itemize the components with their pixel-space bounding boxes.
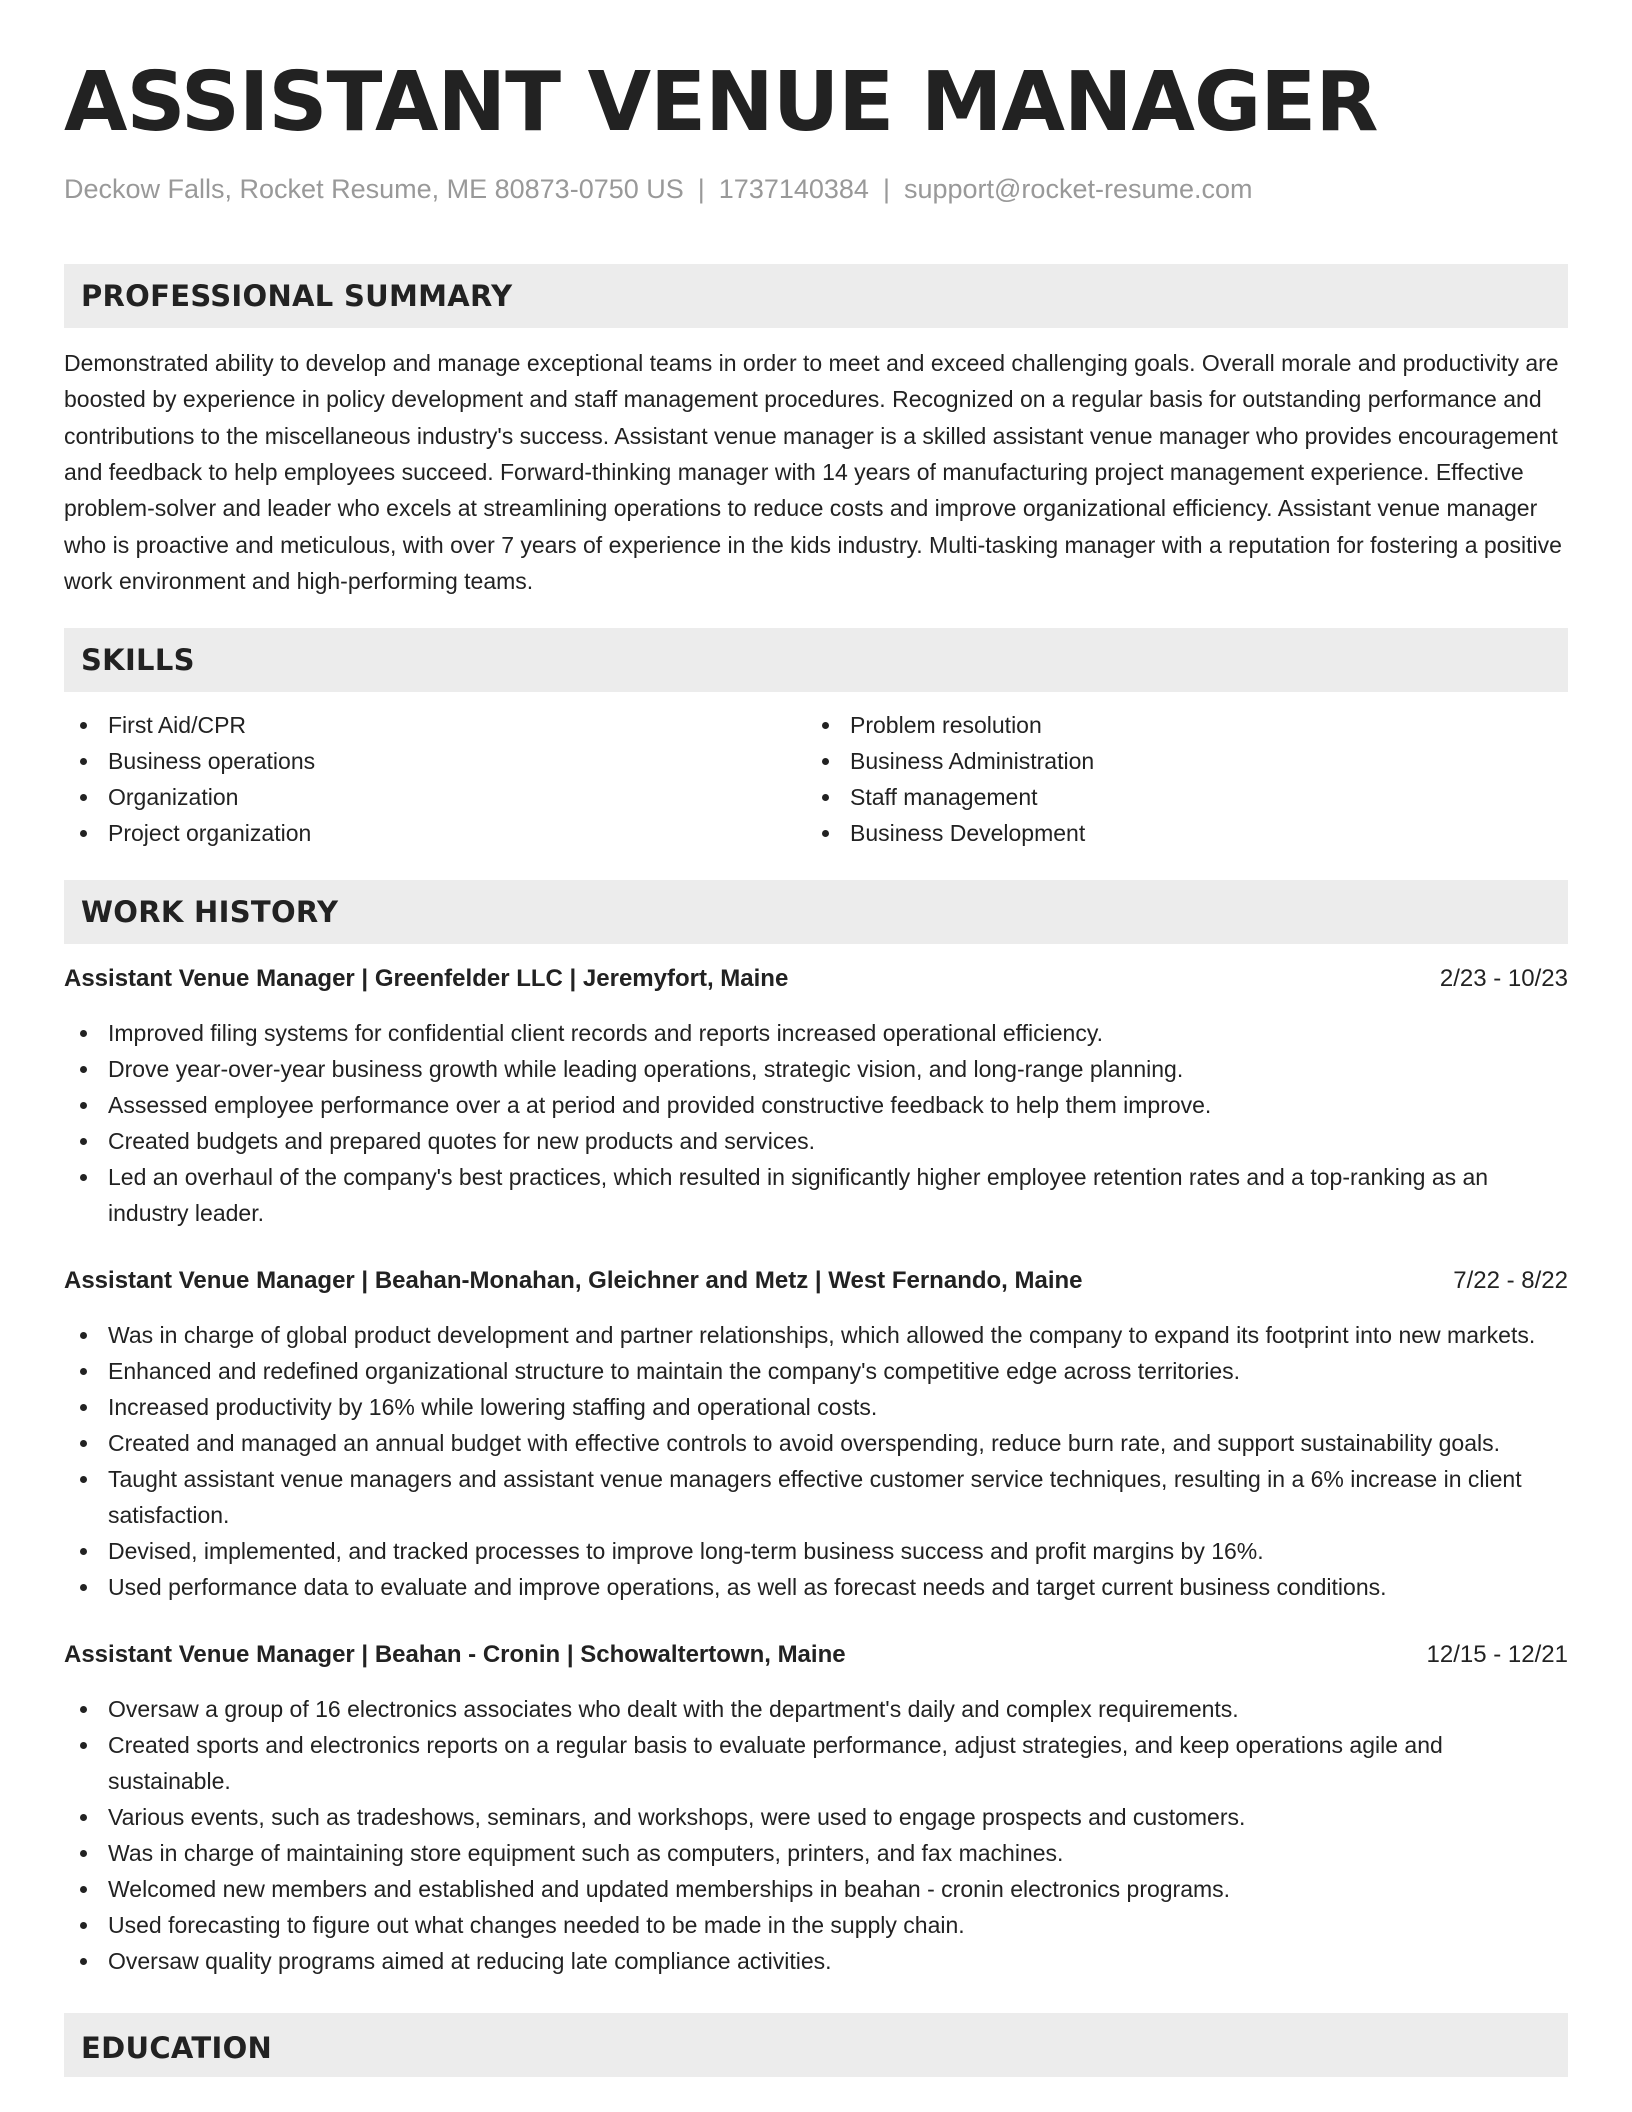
job-dates: 2/23 - 10/23: [1439, 965, 1568, 993]
skills-heading: SKILLS: [64, 628, 1568, 692]
job-entry: [64, 1637, 1568, 1979]
education-heading: EDUCATION: [64, 2013, 1568, 2077]
work-history-heading: WORK HISTORY: [64, 880, 1568, 944]
job-bullet: Used performance data to evaluate and improve operations, as well as forecast needs and target current business conditions.: [64, 1569, 1568, 1605]
job-bullet: Used forecasting to figure out what changes needed to be made in the supply chain.: [64, 1907, 1568, 1943]
summary-text: Demonstrated ability to develop and manage exceptional teams in order to meet and exceed challenging goals. Overall morale and productivity are boosted by experience in policy development and staff management procedures. Recognized on a regular basis for outstanding performance and contributions to the miscellaneous industry's success. Assistant venue manager is a skilled assistant venue manager who provides encouragement and feedback to help employees succeed. Forward-thinking manager with 14 years of manufacturing project management experience. Effective problem-solver and leader who excels at streamlining operations to reduce costs and improve organizational efficiency. Assistant venue manager who is proactive and meticulous, with over 7 years of experience in the kids industry. Multi-tasking manager with a reputation for fostering a positive work environment and high-performing teams.: [64, 350, 1562, 594]
contact-separator: |: [882, 174, 890, 204]
skill-item: Staff management: [806, 779, 1548, 815]
skills-column-left: [64, 707, 806, 851]
job-bullet: Drove year-over-year business growth while leading operations, strategic vision, and long-range planning.: [64, 1051, 1568, 1087]
job-bullet: Oversaw quality programs aimed at reducing late compliance activities.: [64, 1943, 1568, 1979]
skill-item: Business Administration: [806, 743, 1548, 779]
job-entry: [64, 1263, 1568, 1605]
job-dates: 12/15 - 12/21: [1426, 1641, 1568, 1669]
job-bullet: Created and managed an annual budget with effective controls to avoid overspending, reduce burn rate, and support sustainability goals.: [64, 1425, 1568, 1461]
job-header: [64, 1637, 1568, 1673]
job-bullet: Enhanced and redefined organizational structure to maintain the company's competitive edge across territories.: [64, 1353, 1568, 1389]
job-bullet: Improved filing systems for confidential client records and reports increased operational efficiency.: [64, 1015, 1568, 1051]
job-bullet: Assessed employee performance over a at period and provided constructive feedback to help them improve.: [64, 1087, 1568, 1123]
skill-item: Business Development: [806, 815, 1548, 851]
skills-column-right: [806, 707, 1548, 851]
job-title: Assistant Venue Manager | Beahan-Monahan, Gleichner and Metz | West Fernando, Maine: [64, 1267, 1083, 1295]
contact-phone: 1737140384: [718, 174, 869, 204]
contact-line: [64, 172, 1568, 207]
job-title: Assistant Venue Manager | Beahan - Cronin | Schowaltertown, Maine: [64, 1641, 846, 1669]
skills-list: [64, 707, 1568, 851]
job-entry: [64, 961, 1568, 1231]
job-bullet: Taught assistant venue managers and assistant venue managers effective customer service techniques, resulting in a 6% increase in client satisfaction.: [64, 1461, 1568, 1533]
job-bullet: Increased productivity by 16% while lowering staffing and operational costs.: [64, 1389, 1568, 1425]
contact-email: support@rocket-resume.com: [903, 174, 1253, 204]
skill-item: Project organization: [64, 815, 806, 851]
job-header: [64, 1263, 1568, 1299]
job-bullet: Devised, implemented, and tracked processes to improve long-term business success and profit margins by 16%.: [64, 1533, 1568, 1569]
job-dates: 7/22 - 8/22: [1453, 1267, 1568, 1295]
job-bullet: Was in charge of maintaining store equipment such as computers, printers, and fax machines.: [64, 1835, 1568, 1871]
job-header: [64, 961, 1568, 997]
contact-address: Deckow Falls, Rocket Resume, ME 80873-0750 US: [64, 174, 684, 204]
job-bullets: [64, 1317, 1568, 1605]
skill-item: First Aid/CPR: [64, 707, 806, 743]
skill-item: Business operations: [64, 743, 806, 779]
skill-item: Organization: [64, 779, 806, 815]
summary-heading: PROFESSIONAL SUMMARY: [64, 264, 1568, 328]
job-title: Assistant Venue Manager | Greenfelder LLC | Jeremyfort, Maine: [64, 965, 789, 993]
job-bullets: [64, 1015, 1568, 1231]
job-bullet: Oversaw a group of 16 electronics associates who dealt with the department's daily and complex requirements.: [64, 1691, 1568, 1727]
job-bullet: Led an overhaul of the company's best practices, which resulted in significantly higher employee retention rates and a top-ranking as an industry leader.: [64, 1159, 1568, 1231]
job-bullet: Various events, such as tradeshows, seminars, and workshops, were used to engage prospects and customers.: [64, 1799, 1568, 1835]
skill-item: Problem resolution: [806, 707, 1548, 743]
contact-separator: |: [697, 174, 705, 204]
job-bullet: Welcomed new members and established and updated memberships in beahan - cronin electronics programs.: [64, 1871, 1568, 1907]
candidate-title: ASSISTANT VENUE MANAGER: [64, 55, 1378, 150]
job-bullet: Created sports and electronics reports on a regular basis to evaluate performance, adjust strategies, and keep operations agile and sustainable.: [64, 1727, 1568, 1799]
job-bullet: Was in charge of global product development and partner relationships, which allowed the company to expand its footprint into new markets.: [64, 1317, 1568, 1353]
job-bullet: Created budgets and prepared quotes for new products and services.: [64, 1123, 1568, 1159]
job-bullets: [64, 1691, 1568, 1979]
